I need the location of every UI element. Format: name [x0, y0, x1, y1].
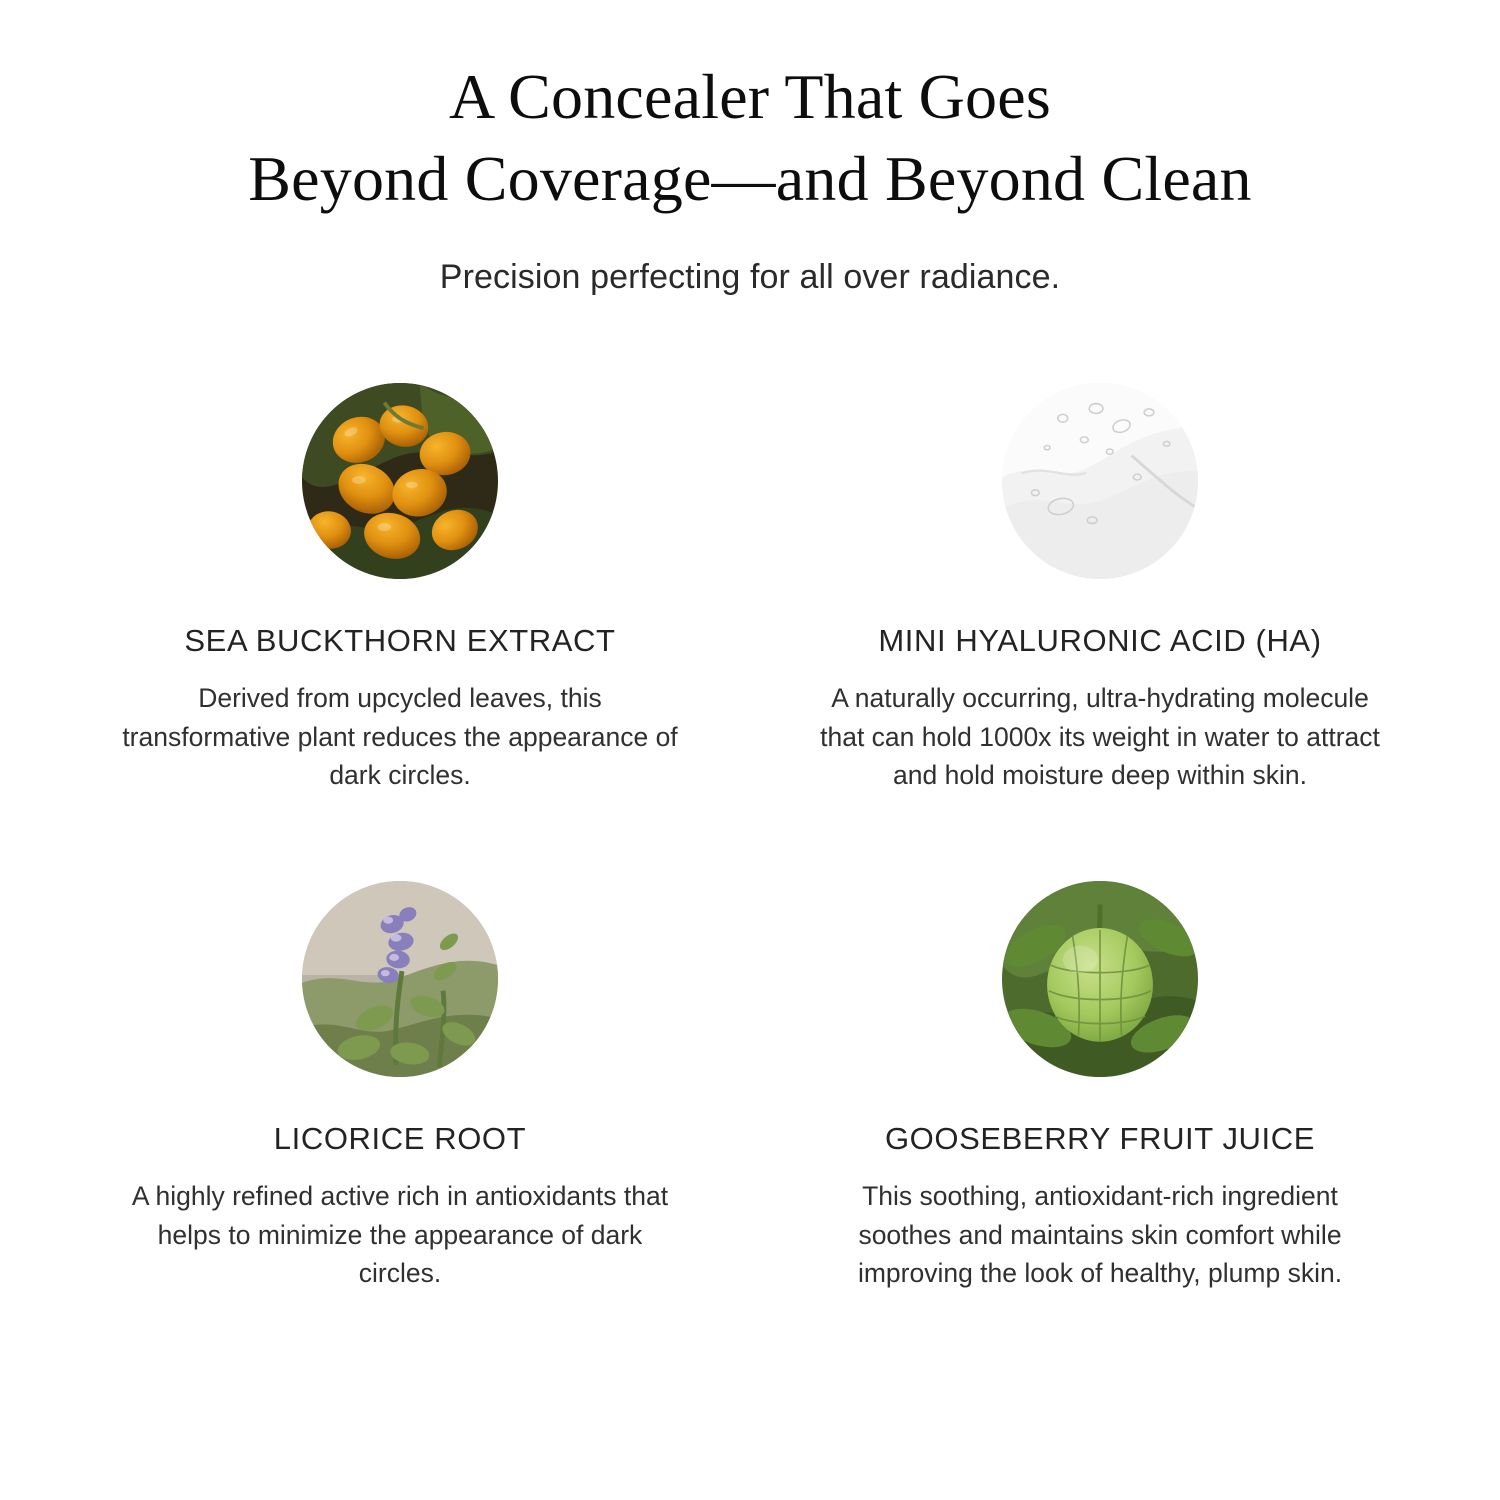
- ingredient-description: A highly refined active rich in antioxidants that helps to minimize the appearance of dark circles.: [131, 1180, 669, 1289]
- ingredient-title: MINI HYALURONIC ACID (HA): [878, 622, 1322, 658]
- sea-buckthorn-berries-photo: [302, 383, 498, 579]
- ingredient-grid: [60, 383, 1440, 1293]
- page-title-line-2: Beyond Coverage—and Beyond Clean: [248, 142, 1252, 214]
- ingredient-card-gooseberry: [760, 881, 1440, 1293]
- licorice-root-flower-photo: [302, 881, 498, 1077]
- ingredient-title: GOOSEBERRY FRUIT JUICE: [884, 1120, 1316, 1156]
- page-title: [248, 56, 1252, 220]
- ingredient-description: Derived from upcycled leaves, this transformative plant reduces the appearance of dark circles.: [122, 682, 678, 791]
- ingredient-card-sea-buckthorn: [60, 383, 740, 795]
- ingredient-description: This soothing, antioxidant-rich ingredient soothes and maintains skin comfort while improving the look of healthy, plump skin.: [857, 1180, 1343, 1289]
- gooseberry-fruit-photo: [1002, 881, 1198, 1077]
- ingredient-card-hyaluronic-acid: [760, 383, 1440, 795]
- page-title-line-1: A Concealer That Goes: [449, 61, 1051, 132]
- hyaluronic-acid-gel-texture-photo: [1002, 383, 1198, 579]
- ingredient-title: LICORICE ROOT: [273, 1120, 527, 1156]
- ingredient-description: A naturally occurring, ultra-hydrating molecule that can hold 1000x its weight in water to attract and hold moisture deep within skin.: [820, 682, 1380, 791]
- ingredient-title: SEA BUCKTHORN EXTRACT: [184, 622, 616, 658]
- ingredient-card-licorice-root: [60, 881, 740, 1293]
- page-subtitle: Precision perfecting for all over radiance.: [439, 257, 1061, 296]
